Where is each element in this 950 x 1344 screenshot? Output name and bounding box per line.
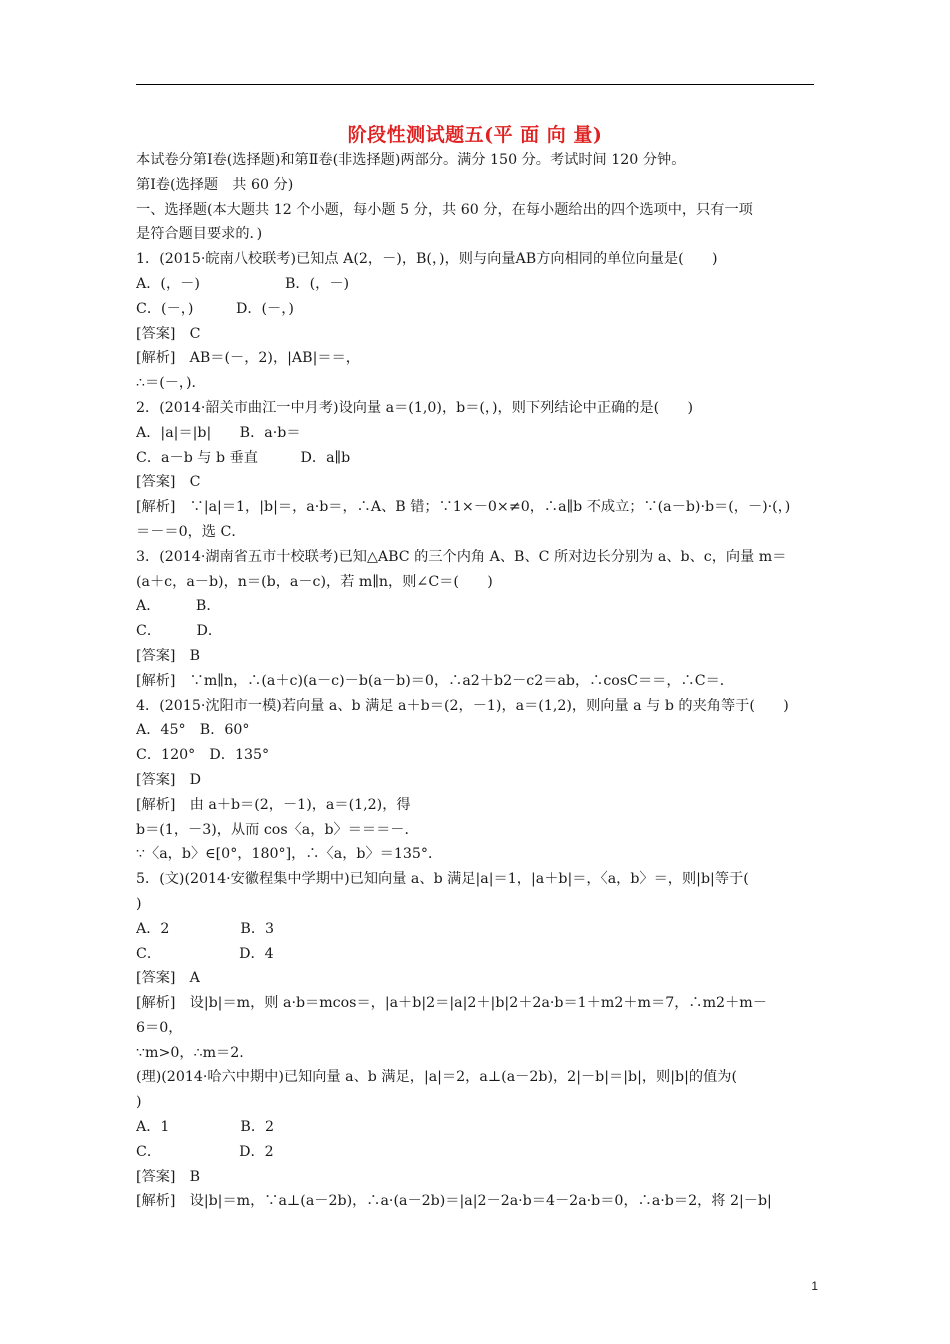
- text-line: [答案] C: [136, 474, 201, 491]
- text-line: ): [136, 895, 142, 912]
- text-line: [解析] AB＝(－，2)，|AB|＝＝，: [136, 350, 360, 367]
- text-line: [解析] 设|b|＝m，∵a⊥(a－2b)，∴a·(a－2b)＝|a|2－2a·b＝4－2a·b＝0，∴a·b＝2，将 2|－b|: [136, 1193, 772, 1210]
- text-line: ): [136, 1094, 142, 1111]
- text-line: 是符合题目要求的．): [136, 226, 263, 243]
- text-line: [答案] B: [136, 647, 201, 664]
- text-line: [解析] ∵m∥n，∴(a＋c)(a－c)－b(a－b)＝0，∴a2＋b2－c2＝ab，∴cosC＝＝，∴C＝．: [136, 672, 734, 689]
- text-line: 6＝0，: [136, 1019, 183, 1036]
- text-line: ∵m>0，∴m＝2.: [136, 1044, 244, 1061]
- text-line: 5．(文)(2014·安徽程集中学期中)已知向量 a、b 满足|a|＝1，|a＋b|＝，〈a，b〉＝，则|b|等于(: [136, 871, 749, 888]
- text-line: 3．(2014·湖南省五市十校联考)已知△ABC 的三个内角 A、B、C 所对边长分别为 a、b、c，向量 m＝: [136, 548, 787, 565]
- text-line: 一、选择题(本大题共 12 个小题，每小题 5 分，共 60 分，在每小题给出的四个选项中，只有一项: [136, 201, 753, 218]
- text-line: ∵〈a，b〉∈[0°，180°]，∴〈a，b〉＝135°．: [136, 846, 443, 863]
- text-line: ∴＝(－，)．: [136, 375, 206, 392]
- text-line: C．a－b 与 b 垂直 D．a∥b: [136, 449, 351, 466]
- text-line: 2．(2014·韶关市曲江一中月考)设向量 a＝(1,0)，b＝(，)，则下列结论中正确的是( ): [136, 399, 694, 416]
- text-line: A．(，－) B．(，－): [136, 275, 350, 292]
- text-line: [答案] A: [136, 970, 200, 987]
- text-line: b＝(1，－3)，从而 cos〈a，b〉＝＝＝－．: [136, 821, 419, 838]
- text-line: (理)(2014·哈六中期中)已知向量 a、b 满足，|a|＝2，a⊥(a－2b)，2|－b|＝|b|，则|b|的值为(: [136, 1069, 737, 1086]
- text-line: A． B．: [136, 598, 221, 615]
- text-line: 4．(2015·沈阳市一模)若向量 a、b 满足 a＋b＝(2，－1)，a＝(1,2)，则向量 a 与 b 的夹角等于( ): [136, 697, 789, 714]
- page-number: 1: [811, 1279, 818, 1293]
- text-line: C．(－，) D．(－，): [136, 300, 294, 317]
- text-line: (a＋c，a－b)，n＝(b，a－c)，若 m∥n，则∠C＝( ): [136, 573, 493, 590]
- text-line: A．|a|＝|b| B．a·b＝: [136, 424, 301, 441]
- header-rule: [136, 84, 814, 85]
- text-line: 第Ⅰ卷(选择题 共 60 分): [136, 176, 294, 193]
- text-line: C． D．2: [136, 1143, 274, 1160]
- text-line: [答案] D: [136, 771, 202, 788]
- text-line: 1．(2015·皖南八校联考)已知点 A(2，－)，B(，)，则与向量AB方向相同的单位向量是( ): [136, 251, 718, 268]
- document-body: [136, 148, 816, 1214]
- text-line: A．2 B．3: [136, 920, 275, 937]
- text-line: [答案] C: [136, 325, 201, 342]
- text-line: ＝－＝0，选 C．: [136, 523, 246, 540]
- text-line: [答案] B: [136, 1168, 201, 1185]
- text-line: C． D．4: [136, 945, 274, 962]
- text-line: [解析] ∵|a|＝1，|b|＝，a·b＝，∴A、B 错；∵1×－0×≠0，∴a∥b 不成立；∵(a－b)·b＝(，－)·(，): [136, 499, 791, 516]
- text-line: A．1 B．2: [136, 1119, 275, 1136]
- text-line: C．120° D．135°: [136, 747, 270, 764]
- text-line: C． D．: [136, 623, 223, 640]
- document-title: 阶段性测试题五(平 面 向 量): [347, 124, 603, 146]
- text-line: [解析] 由 a＋b＝(2，－1)，a＝(1,2)，得: [136, 796, 411, 813]
- text-line: [解析] 设|b|＝m，则 a·b＝mcos＝，|a＋b|2＝|a|2＋|b|2＋2a·b＝1＋m2＋m＝7，∴m2＋m－: [136, 995, 767, 1012]
- text-line: A．45° B．60°: [136, 722, 250, 739]
- text-line: 本试卷分第Ⅰ卷(选择题)和第Ⅱ卷(非选择题)两部分。满分 150 分。考试时间 120 分钟。: [136, 152, 686, 168]
